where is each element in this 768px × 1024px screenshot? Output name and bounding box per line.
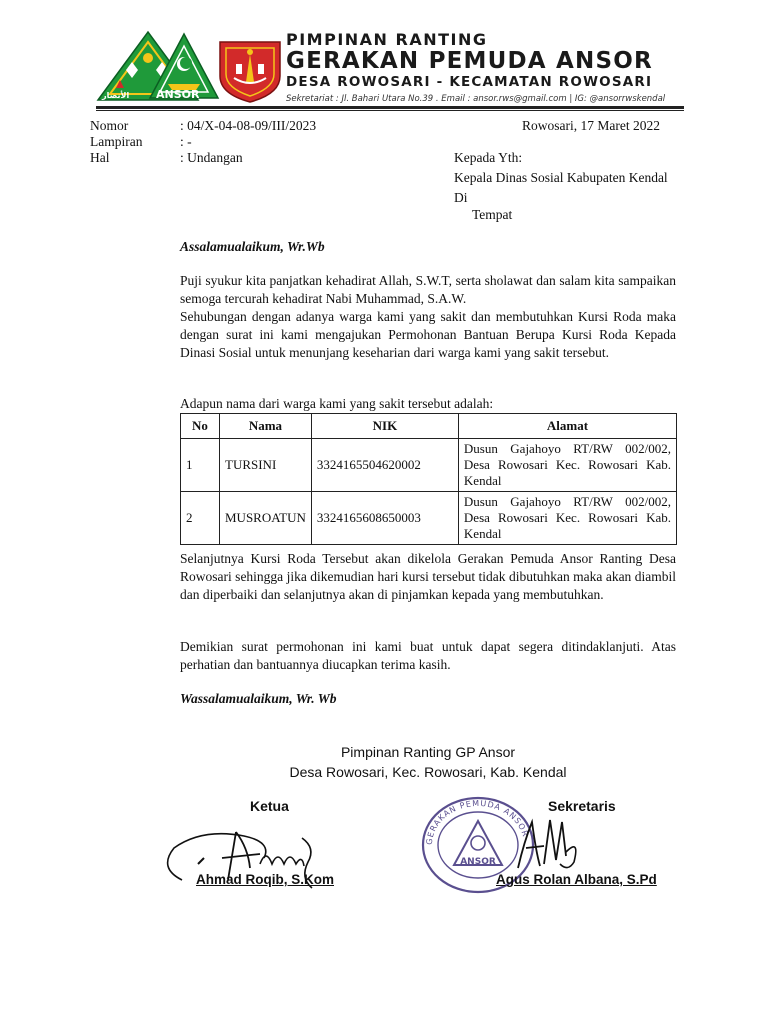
paragraph-1: Puji syukur kita panjatkan kehadirat Allah, S.W.T, serta sholawat dan salam kita sampaikan semoga tercurah kehadirat Nabi Muhammad, S.A.W. [180,273,676,306]
cell-alamat: Dusun Gajahoyo RT/RW 002/002, Desa Rowosari Kec. Rowosari Kab. Kendal [458,492,676,545]
closing: Wassalamualaikum, Wr. Wb [180,691,337,706]
signature-org-line1: Pimpinan Ranting GP Ansor [340,744,516,760]
header-subtitle: PIMPINAN RANTING [286,30,488,49]
header-no: No [181,414,220,439]
organization-logos [96,28,282,104]
sekretaris-title: Sekretaris [548,798,616,814]
recipient-line4: Tempat [472,207,513,222]
cell-nama: TURSINI [220,439,312,492]
cell-no: 2 [181,492,220,545]
ketua-title: Ketua [250,798,289,814]
logo-text: ANSOR [156,88,200,101]
header-address: Sekretariat : Jl. Bahari Utara No.39 . Email : ansor.rws@gmail.com | IG: @ansorrwskendal [286,94,666,104]
sekretaris-name: Agus Rolan Albana, S.Pd [496,872,657,887]
table-intro: Adapun nama dari warga kami yang sakit tersebut adalah: [180,396,494,411]
header-alamat: Alamat [458,414,676,439]
signature-org-line2: Desa Rowosari, Kec. Rowosari, Kab. Kendal [289,764,567,780]
patient-table [180,413,677,545]
ketua-name: Ahmad Roqib, S.Kom [196,872,334,887]
stamp-text: GERAKAN PEMUDA ANSOR [424,798,531,846]
paragraph-3: Selanjutnya Kursi Roda Tersebut akan dikelola Gerakan Pemuda Ansor Ranting Desa Rowosari sehingga jika dikemudian hari kursi tersebut tidak dibutuhkan maka akan diambil dan diperbaiki dan selanjutnya akan di pinjamkan kepada yang membutuhkan. [180,551,676,602]
header-location: DESA ROWOSARI - KECAMATAN ROWOSARI [286,74,653,90]
nomor-value: : 04/X-04-08-09/III/2023 [180,118,317,133]
table-row [181,439,677,492]
sekretaris-signature [510,812,590,876]
nomor-label: Nomor [90,118,129,133]
cell-nik: 3324165608650003 [311,492,458,545]
cell-no: 1 [181,439,220,492]
lampiran-value: : - [180,134,192,149]
stamp-center: ANSOR [460,857,496,867]
logo-arabic: الأنصار [102,91,130,100]
cell-nama: MUSROATUN [220,492,312,545]
header-nik: NIK [311,414,458,439]
header-divider [96,106,684,109]
header-nama: Nama [220,414,312,439]
hal-label: Hal [90,150,110,165]
cell-nik: 3324165504620002 [311,439,458,492]
table-header-row [181,414,677,439]
cell-alamat: Dusun Gajahoyo RT/RW 002/002, Desa Rowosari Kec. Rowosari Kab. Kendal [458,439,676,492]
letter-date: Rowosari, 17 Maret 2022 [522,118,660,133]
paragraph-4: Demikian surat permohonan ini kami buat untuk dapat segera ditindaklanjuti. Atas perhatian dan bantuannya diucapkan terima kasih. [180,639,676,672]
lampiran-label: Lampiran [90,134,143,149]
header-organization: GERAKAN PEMUDA ANSOR [286,48,653,74]
recipient-line2: Kepala Dinas Sosial Kabupaten Kendal [454,170,668,185]
recipient-line3: Di [454,190,468,205]
table-row [181,492,677,545]
greeting: Assalamualaikum, Wr.Wb [180,239,325,254]
hal-value: : Undangan [180,150,243,165]
header-divider-thin [96,110,684,111]
recipient-line1: Kepada Yth: [454,150,523,165]
paragraph-2: Sehubungan dengan adanya warga kami yang sakit dan membutuhkan Kursi Roda maka dengan surat ini kami mengajukan Permohonan Bantuan Berupa Kursi Roda Kepada Dinasi Sosial untuk menunjang keseharian dari warga kami yang sakit tersebut. [180,309,676,360]
